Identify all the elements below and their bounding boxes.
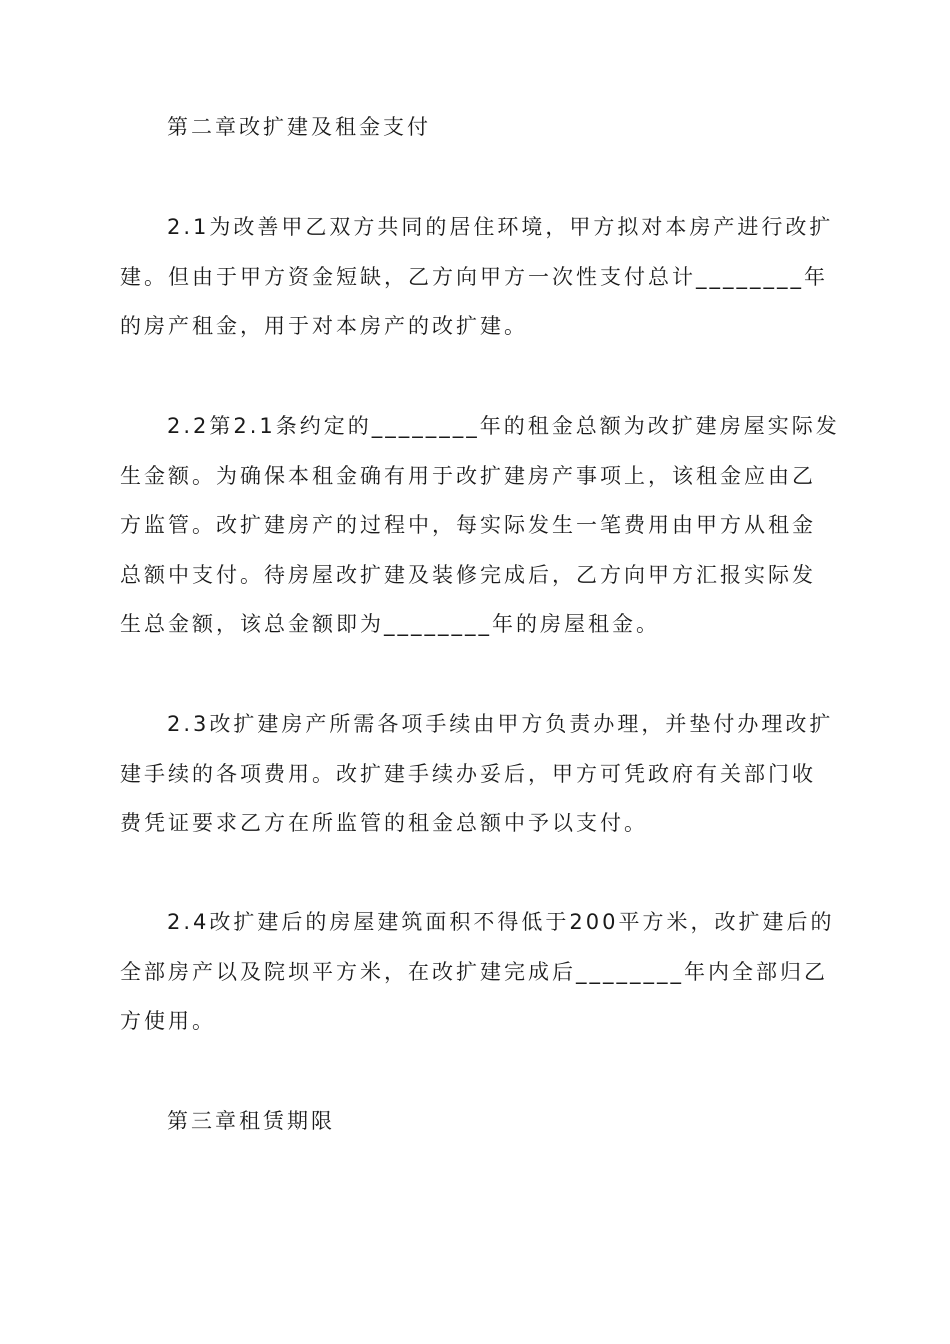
clause-2-2-line-2: 生金额。为确保本租金确有用于改扩建房产事项上，该租金应由乙 (120, 464, 816, 488)
clause-2-2-line-5: 生总金额，该总金额即为________年的房屋租金。 (120, 612, 660, 636)
clause-2-3-line-3: 费凭证要求乙方在所监管的租金总额中予以支付。 (120, 811, 648, 835)
clause-2-2-line-1: 2.2第2.1条约定的________年的租金总额为改扩建房屋实际发 (167, 414, 840, 438)
clause-2-4-line-3: 方使用。 (120, 1009, 216, 1033)
clause-2-1-line-2: 建。但由于甲方资金短缺，乙方向甲方一次性支付总计________年 (120, 265, 828, 289)
clause-2-3-line-1: 2.3改扩建房产所需各项手续由甲方负责办理，并垫付办理改扩 (167, 712, 834, 736)
clause-2-2-line-3: 方监管。改扩建房产的过程中，每实际发生一笔费用由甲方从租金 (120, 513, 816, 537)
chapter-2-heading: 第二章改扩建及租金支付 (167, 115, 431, 139)
clause-2-1-line-3: 的房产租金，用于对本房产的改扩建。 (120, 314, 528, 338)
clause-2-2-line-4: 总额中支付。待房屋改扩建及装修完成后，乙方向甲方汇报实际发 (120, 563, 816, 587)
chapter-3-heading: 第三章租赁期限 (167, 1109, 335, 1133)
clause-2-4-line-2: 全部房产以及院坝平方米，在改扩建完成后________年内全部归乙 (120, 960, 828, 984)
clause-2-4-line-1: 2.4改扩建后的房屋建筑面积不得低于200平方米，改扩建后的 (167, 910, 835, 934)
clause-2-1-line-1: 2.1为改善甲乙双方共同的居住环境，甲方拟对本房产进行改扩 (167, 215, 834, 239)
clause-2-3-line-2: 建手续的各项费用。改扩建手续办妥后，甲方可凭政府有关部门收 (120, 762, 816, 786)
